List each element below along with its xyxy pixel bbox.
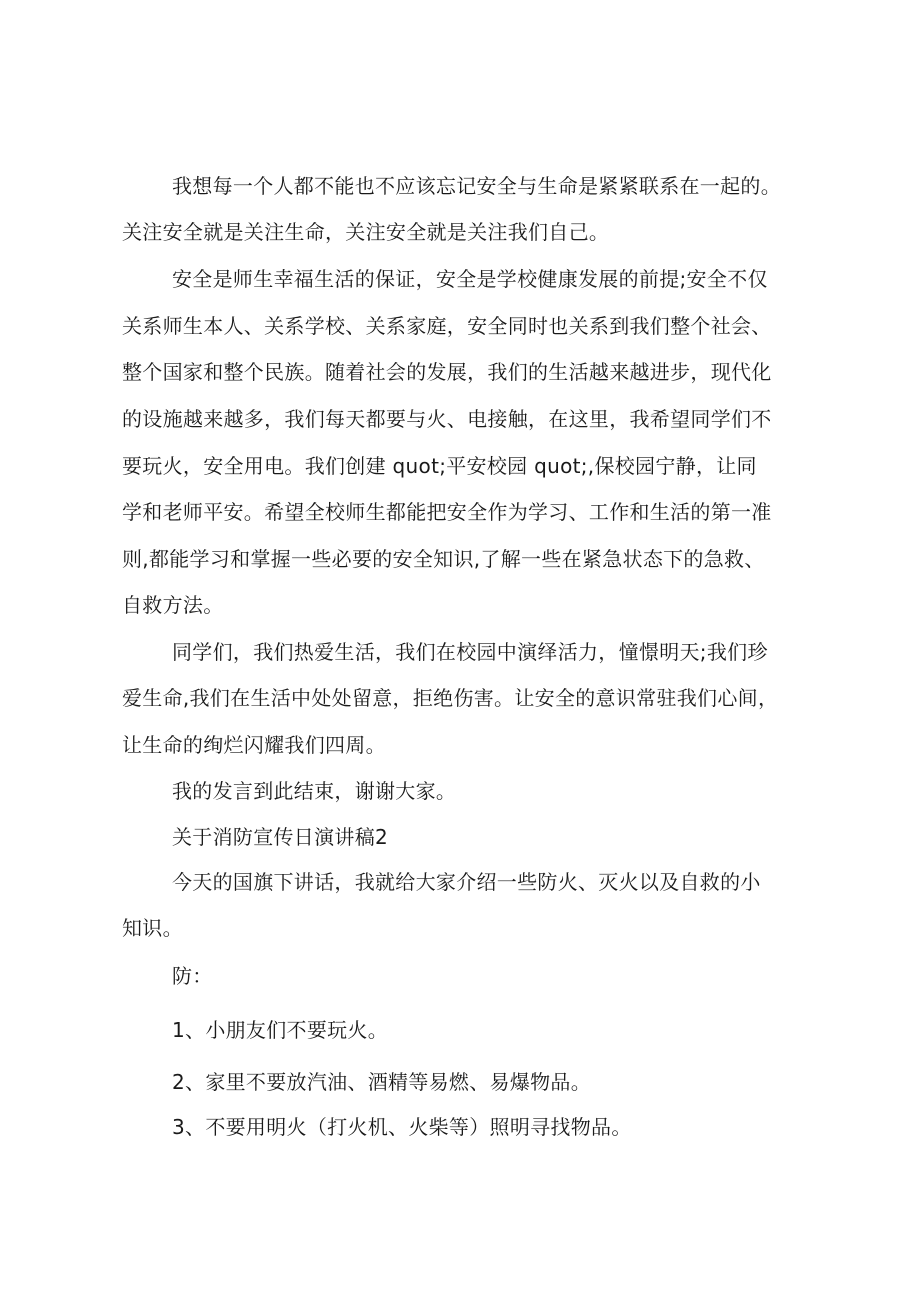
text-line: 安全是师生幸福生活的保证，安全是学校健康发展的前提;安全不仅 [172,267,768,291]
text-line: 同学们，我们热爱生活，我们在校园中演绎活力，憧憬明天;我们珍 [172,640,768,664]
text-line: 学和老师平安。希望全校师生都能把安全作为学习、工作和生活的第一准 [122,500,772,524]
text-line: 关注安全就是关注生命，关注安全就是关注我们自己。 [122,220,610,244]
list-item: 2、家里不要放汽油、酒精等易燃、易爆物品。 [172,1070,592,1094]
list-item: 1、小朋友们不要玩火。 [172,1018,389,1042]
text-line: 知识。 [122,916,183,940]
text-line: 要玩火，安全用电。我们创建 quot;平安校园 quot;,保校园宁静，让同 [122,454,757,478]
text-line: 关系师生本人、关系学校、关系家庭，安全同时也关系到我们整个社会、 [122,314,772,338]
text-line: 爱生命,我们在生活中处处留意，拒绝伤害。让安全的意识常驻我们心间， [122,686,779,710]
text-line: 则,都能学习和掌握一些必要的安全知识,了解一些在紧急状态下的急救、 [122,547,765,571]
section-heading: 关于消防宣传日演讲稿2 [172,825,389,849]
text-line: 的设施越来越多，我们每天都要与火、电接触，在这里，我希望同学们不 [122,407,772,431]
text-line: 我想每一个人都不能也不应该忘记安全与生命是紧紧联系在一起的。 [172,174,781,198]
text-line: 让生命的绚烂闪耀我们四周。 [122,733,386,757]
text-line: 自救方法。 [122,593,224,617]
text-line: 整个国家和整个民族。随着社会的发展，我们的生活越来越进步，现代化 [122,360,772,384]
text-line: 我的发言到此结束，谢谢大家。 [172,779,457,803]
text-line: 防： [172,964,213,988]
list-item: 3、不要用明火（打火机、火柴等）照明寻找物品。 [172,1115,632,1139]
text-line: 今天的国旗下讲话，我就给大家介绍一些防火、灭火以及自救的小 [172,870,761,894]
